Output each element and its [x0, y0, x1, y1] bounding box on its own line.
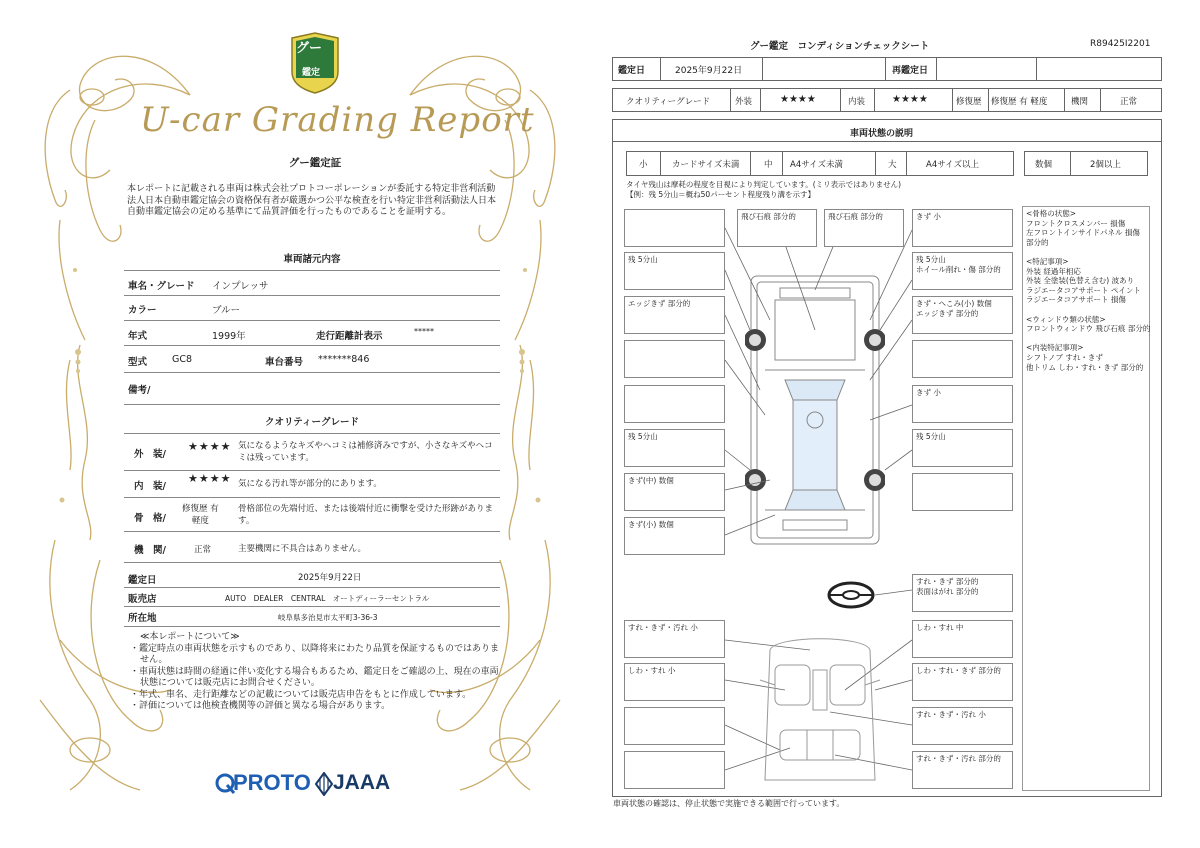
report-notes [130, 632, 500, 713]
legend-count-desc: 2個以上 [1090, 160, 1121, 170]
damage-box-ext-l6: 残 5分山 [624, 429, 725, 467]
divider [124, 372, 500, 373]
damage-box-ext-t1: 飛び石痕 部分的 [737, 209, 817, 247]
badge-bottom-text: 鑑定 [302, 68, 321, 78]
damage-box-ext-l1 [624, 209, 725, 247]
tire-note: タイヤ残山は摩耗の程度を目視により判定しています。(ミリ表示ではありません) [626, 180, 902, 189]
report-script-title: U-car Grading Report [140, 100, 535, 140]
jaaa-logo-text: JAAA [333, 771, 391, 794]
color-value: ブルー [212, 305, 241, 316]
divider [124, 345, 500, 346]
repair-history-value: 修復歴 有 軽度 [991, 97, 1048, 107]
engine-label: 機関 [1071, 97, 1089, 107]
damage-box-ext-l3: エッジきず 部分的 [624, 296, 725, 334]
note-line: <ウィンドウ類の状態> [1026, 314, 1106, 324]
condition-check-sheet [600, 0, 1200, 848]
exterior-label: 外装 [735, 97, 753, 107]
divider [124, 562, 500, 563]
divider [124, 497, 500, 498]
damage-box-ext-l2: 残 5分山 [624, 252, 725, 290]
condition-section-title: 車両状態の説明 [850, 129, 914, 139]
note-line: ラジエータコアサポート ペイント [1026, 285, 1141, 295]
address-label: 所在地 [128, 613, 157, 624]
engine-description: 主要機関に不具合はありません。 [238, 544, 367, 554]
interior-diagram [755, 630, 885, 790]
note-line: <骨格の状態> [1026, 209, 1077, 218]
quality-grade-label: クオリティーグレード [626, 97, 711, 107]
damage-box-ext-l4 [624, 340, 725, 378]
car-name-label: 車名・グレード [128, 281, 195, 292]
special-notes-list [1026, 209, 1150, 372]
damage-box-int-l3 [624, 707, 725, 745]
legend-large: 大 [888, 160, 897, 170]
dealer-label: 販売店 [128, 594, 157, 605]
note-line: シフトノブ すれ・きず [1026, 352, 1103, 362]
jaaa-logo-icon [315, 772, 333, 796]
address-value: 岐阜県多治見市太平町3-36-3 [278, 613, 378, 622]
damage-box-ext-r7 [912, 473, 1013, 511]
proto-logo-icon [215, 773, 235, 795]
year-value: 1999年 [212, 331, 246, 342]
note-line: 外装 全塗装(色替え含む) 波あり [1026, 276, 1135, 286]
damage-box-ext-l7: きず(中) 数個 [624, 473, 725, 511]
interior-stars: ★★★★ [892, 94, 928, 105]
exterior-label: 外 装/ [134, 449, 166, 460]
steering-wheel-icon [826, 580, 876, 610]
note-line: 左フロントインサイドパネル 損傷 [1026, 228, 1140, 238]
year-label: 年式 [128, 331, 148, 342]
damage-box-ext-r3: きず・へこみ(小) 数個 エッジきず 部分的 [912, 296, 1013, 334]
model-value: GC8 [172, 354, 193, 365]
legend-small: 小 [639, 160, 648, 170]
interior-description: 気になる汚れ等が部分的にあります。 [238, 479, 382, 489]
damage-box-ext-r6: 残 5分山 [912, 429, 1013, 467]
badge-top-text: グー [296, 41, 323, 56]
chassis-value: *******846 [318, 354, 370, 365]
damage-box-int-l2: しわ・すれ 小 [624, 663, 725, 701]
divider [124, 626, 500, 627]
appraisal-date-value: 2025年9月22日 [298, 573, 362, 583]
reappraisal-label: 再鑑定日 [892, 66, 929, 76]
frame-grade: 修復歴 有 軽度 [182, 504, 219, 526]
note-line: フロントクロスメンバー 損傷 [1026, 218, 1126, 228]
legend-small-desc: カードサイズ未満 [672, 160, 740, 170]
damage-box-ext-r1: きず 小 [912, 209, 1013, 247]
divider [124, 433, 500, 434]
damage-box-ext-l8: きず(小) 数個 [624, 517, 725, 555]
damage-box-ext-r2: 残 5分山 ホイール削れ・傷 部分的 [912, 252, 1013, 290]
appraisal-date-label: 鑑定日 [128, 575, 157, 586]
tire-example: 【例：残 5分山＝概ね50パーセント程度残り溝を示す】 [626, 190, 816, 199]
document-id: R89425I2201 [1090, 39, 1151, 49]
certificate-title: グー鑑定証 [288, 157, 342, 169]
damage-box-int-r4: すれ・きず・汚れ 小 [912, 707, 1013, 745]
exterior-description: 気になるようなキズやヘコミは補修済みですが、小さなキズやヘコミは残っています。 [238, 441, 493, 463]
sheet-title: グー鑑定 コンディションチェックシート [750, 41, 930, 52]
engine-label: 機 関/ [134, 545, 166, 556]
legend-medium: 中 [764, 160, 773, 170]
note-line: 部分的 [1026, 237, 1049, 247]
damage-box-int-l4 [624, 751, 725, 789]
note-line [1026, 247, 1150, 257]
note-line: ラジエータコアサポート 損傷 [1026, 295, 1126, 305]
legend-large-desc: A4サイズ以上 [926, 160, 980, 170]
exterior-grade-stars: ★★★★ [188, 440, 232, 453]
note-item: ・鑑定時点の車両状態を示すものであり、以降将来にわたり品質を保証するものではありません。 [130, 643, 500, 665]
logos [215, 770, 415, 800]
divider [124, 320, 500, 321]
car-name-value: インプレッサ [212, 281, 269, 292]
sheet-footer-note: 車両状態の確認は、停止状態で実施できる範囲で行っています。 [613, 799, 845, 808]
interior-label: 内装 [848, 97, 866, 107]
interior-label: 内 装/ [134, 481, 166, 492]
proto-logo-text: PROTO [233, 770, 311, 795]
note-item: ・車両状態は時間の経過に伴い変化する場合もあるため、鑑定日をご確認の上、現在の車両状態については販売店にお問合せください。 [130, 666, 499, 688]
date-label: 鑑定日 [618, 66, 646, 76]
dealer-value: AUTO DEALER CENTRAL オートディーラーセントラル [225, 594, 430, 603]
mileage-value: ***** [414, 327, 434, 336]
damage-box-int-r1: すれ・きず 部分的 表面はがれ 部分的 [912, 574, 1013, 612]
divider [124, 606, 500, 607]
color-label: カラー [128, 305, 157, 316]
damage-box-int-r5: すれ・きず・汚れ 部分的 [912, 751, 1013, 789]
damage-box-ext-r4 [912, 340, 1013, 378]
frame-label: 骨 格/ [134, 513, 166, 524]
repair-history-label: 修復歴 [956, 97, 982, 107]
divider [124, 270, 500, 271]
damage-box-int-r3: しわ・すれ・きず 部分的 [912, 663, 1013, 701]
divider [124, 587, 500, 588]
damage-box-ext-l5 [624, 385, 725, 423]
damage-box-ext-t2: 飛び石痕 部分的 [824, 209, 904, 247]
note-line: フロントウィンドウ 飛び石痕 部分的 [1026, 324, 1151, 334]
remarks-label: 備考/ [128, 385, 151, 396]
divider [124, 470, 500, 471]
note-line [1026, 334, 1150, 344]
divider [124, 531, 500, 532]
date-value: 2025年9月22日 [675, 66, 743, 76]
damage-box-int-l1: すれ・きず・汚れ 小 [624, 620, 725, 658]
notes-title: ≪本レポートについて≫ [140, 632, 240, 642]
note-item: ・年式、車名、走行距離などの記載については販売店申告をもとに作成しています。 [130, 689, 472, 700]
divider [124, 404, 500, 405]
note-line: <内装特記事項> [1026, 343, 1084, 353]
model-label: 型式 [128, 357, 148, 368]
frame-description: 骨格部位の先端付近、または後端付近に衝撃を受けた形跡があります。 [238, 504, 494, 526]
exterior-stars: ★★★★ [780, 94, 816, 105]
note-item: ・評価については他検査機関等の評価と異なる場合があります。 [130, 701, 391, 711]
note-line [1026, 305, 1150, 315]
engine-value: 正常 [1120, 97, 1138, 107]
mileage-label: 走行距離計表示 [316, 331, 383, 342]
legend-medium-desc: A4サイズ未満 [790, 160, 844, 170]
legend-count: 数個 [1035, 160, 1053, 170]
divider [124, 295, 500, 296]
specs-section-title: 車両諸元内容 [283, 254, 341, 265]
certificate-statement: 本レポートに記載される車両は株式会社プロトコーポレーションが委託する特定非営利活動法人日本自動車鑑定協会の資格保有者が厳選かつ公平な検査を行い特定非営利活動法人日本自動車鑑定協会の定める基準にて品質評価を行ったものであることを証明する。 [127, 184, 497, 217]
damage-box-int-r2: しわ・すれ 中 [912, 620, 1013, 658]
note-line: <特記事項> [1026, 256, 1069, 266]
interior-grade-stars: ★★★★ [188, 472, 232, 485]
damage-box-ext-r5: きず 小 [912, 385, 1013, 423]
note-line: 他トリム しわ・すれ・きず 部分的 [1026, 362, 1144, 372]
chassis-label: 車台番号 [265, 357, 304, 368]
note-line: 外装 経過年相応 [1026, 266, 1081, 276]
engine-grade: 正常 [194, 545, 212, 555]
quality-section-title: クオリティーグレード [264, 417, 360, 428]
